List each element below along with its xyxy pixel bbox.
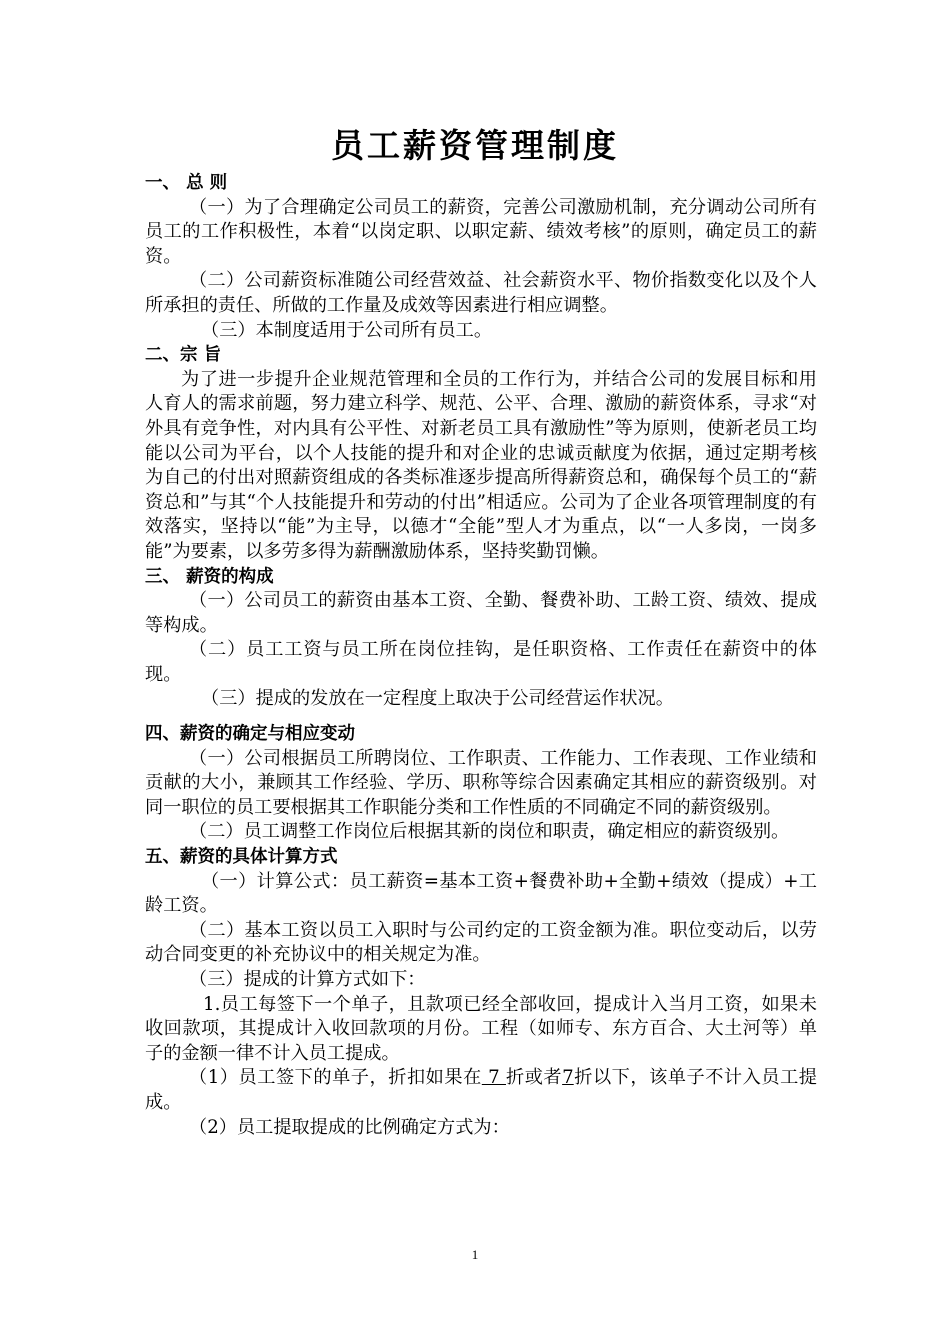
- paragraph: （三）本制度适用于公司所有员工。: [201, 319, 493, 341]
- paragraph: 1.员工每签下一个单子，且款项已经全部收回，提成计入当月工资，如果未收回款项，其提成计入收回款项的月份。工程（如师专、东方百合、大土河等）单子的金额一律不计入员工提成。: [145, 993, 817, 1064]
- page-number: 1: [471, 1247, 479, 1262]
- section-heading-determination: 四、薪资的确定与相应变动: [145, 724, 355, 745]
- section-heading-calculation: 五、薪资的具体计算方式: [145, 847, 338, 868]
- section-heading-purpose: 二、宗 旨: [145, 345, 222, 366]
- document-title: 员工薪资管理制度: [331, 126, 619, 165]
- paragraph: （一）公司根据员工所聘岗位、工作职责、工作能力、工作表现、工作业绩和贡献的大小，兼顾其工作经验、学历、职称等综合因素确定其相应的薪资级别。对同一职位的员工要根据其工作职能分类和工作性质的不同确定不同的薪资级别。: [145, 747, 817, 818]
- paragraph: （二）员工调整工作岗位后根据其新的岗位和职责，确定相应的薪资级别。: [189, 821, 790, 843]
- discount-value-blank: 7: [562, 1067, 574, 1089]
- discount-rule-lead: （1）员工签下的单子，折扣如果在: [189, 1067, 482, 1089]
- paragraph: （一）计算公式：员工薪资=基本工资+餐费补助+全勤+绩效（提成）+工龄工资。: [145, 870, 817, 917]
- paragraph: （二）公司薪资标准随公司经营效益、社会薪资水平、物价指数变化以及个人所承担的责任、所做的工作量及成效等因素进行相应调整。: [145, 270, 817, 316]
- paragraph: （二）员工工资与员工所在岗位挂钩，是任职资格、工作责任在薪资中的体现。: [145, 639, 817, 685]
- paragraph: （二）基本工资以员工入职时与公司约定的工资金额为准。职位变动后，以劳动合同变更的补充协议中的相关规定为准。: [145, 919, 817, 966]
- section-heading-composition: 三、 薪资的构成: [145, 566, 274, 587]
- paragraph: （一）公司员工的薪资由基本工资、全勤、餐费补助、工龄工资、绩效、提成等构成。: [145, 590, 817, 636]
- paragraph-discount-rule: [145, 1066, 817, 1115]
- discount-rule-tail: 折以下，该单子不计入员工提成。: [145, 1067, 817, 1113]
- paragraph: 为了进一步提升企业规范管理和全员的工作行为，并结合公司的发展目标和用人育人的需求前题，努力建立科学、规范、公平、合理、激励的薪资体系，寻求“对外具有竞争性，对内具有公平性、对新老员工具有激励性”等为原则，使新老员工均能以公司为平台，以个人技能的提升和对企业的忠诚贡献度为依据，通过定期考核为自己的付出对照薪资组成的各类标准逐步提高所得薪资总和，确保每个员工的“薪资总和”与其“个人技能提升和劳动的付出”相适应。公司为了企业各项管理制度的有效落实，坚持以“能”为主导，以德才“全能”型人才为重点，以“一人多岗，一岗多能”为要素，以多劳多得为薪酬激励体系，坚持奖勤罚懒。: [145, 368, 817, 562]
- discount-value-blank: 7: [481, 1067, 506, 1089]
- paragraph: （一）为了合理确定公司员工的薪资，完善公司激励机制，充分调动公司所有员工的工作积极性，本着“以岗定职、以职定薪、绩效考核”的原则，确定员工的薪资。: [145, 196, 817, 267]
- paragraph: （2）员工提取提成的比例确定方式为：: [189, 1116, 510, 1138]
- paragraph: （三）提成的计算方式如下：: [189, 969, 426, 990]
- document-body: [145, 171, 817, 1140]
- section-heading-general: 一、 总 则: [145, 173, 228, 193]
- paragraph: （三）提成的发放在一定程度上取决于公司经营运作状况。: [201, 688, 674, 710]
- discount-rule-or: 折或者: [505, 1067, 563, 1089]
